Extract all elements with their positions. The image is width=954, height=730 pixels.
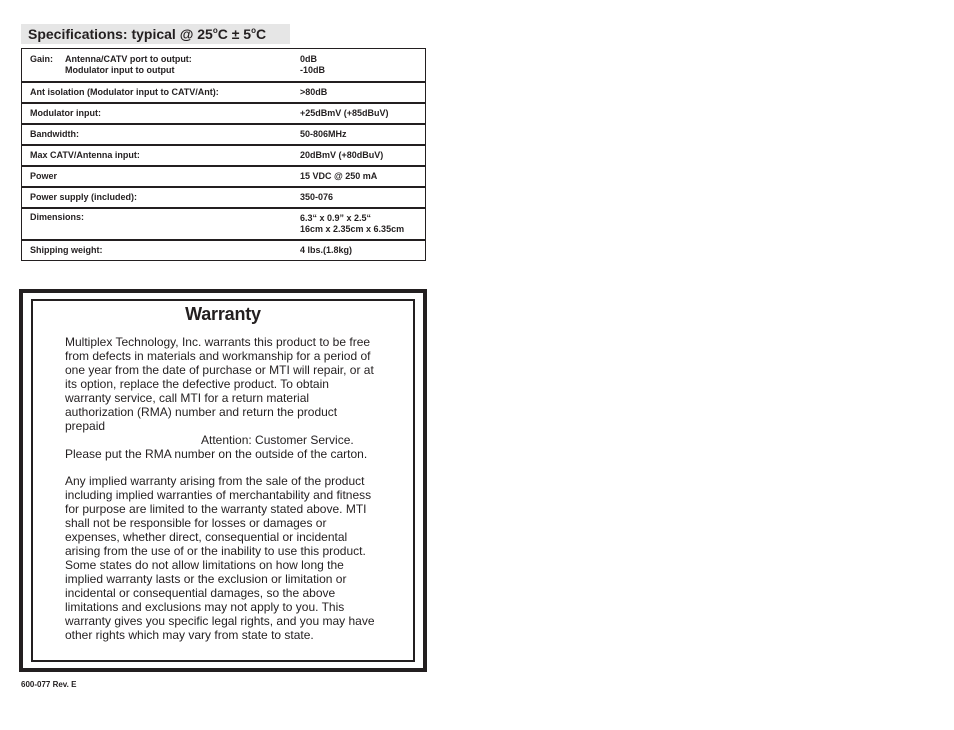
spec-row <box>22 82 426 103</box>
warranty-title: Warranty <box>185 304 261 324</box>
spec-param-shipping: Shipping weight: <box>22 240 291 261</box>
spec-row-gain <box>22 49 426 82</box>
spec-row <box>22 187 426 208</box>
warranty-line: prepaid <box>65 419 106 433</box>
warranty-line: including implied warranties of merchantability and fitness <box>65 488 372 502</box>
spec-param: Max CATV/Antenna input: <box>22 145 291 166</box>
spec-param-gain: Gain: Antenna/CATV port to output: Modulator input to output <box>22 49 291 82</box>
warranty-line: Some states do not allow limitations on how long the <box>65 558 344 572</box>
warranty-line: from defects in materials and workmanship for a period of <box>65 349 371 363</box>
warranty-line: implied warranty lasts or the exclusion or limitation or <box>65 572 347 586</box>
warranty-line: incidental or consequential damages, so the above <box>65 586 336 600</box>
warranty-line: its option, replace the defective product. To obtain <box>65 377 329 391</box>
spec-param: Modulator input: <box>22 103 291 124</box>
warranty-line: warranty gives you specific legal rights, and you may have <box>65 614 375 628</box>
warranty-line: for purpose are limited to the warranty stated above. MTI <box>65 502 367 516</box>
warranty-line: Multiplex Technology, Inc. warrants this product to be free <box>65 335 371 349</box>
spec-value-shipping: 4 lbs.(1.8kg) <box>290 240 426 261</box>
warranty-line: limitations and exclusions may not apply to you. This <box>65 600 345 614</box>
spec-value: 50-806MHz <box>290 124 426 145</box>
specifications-heading: Specifications: typical @ $25^oC \pm 5^oC$ <box>21 24 290 44</box>
spec-row <box>22 166 426 187</box>
warranty-inner-frame <box>31 299 415 662</box>
spec-param: Power supply (included): <box>22 187 291 208</box>
warranty-line: one year from the date of purchase or MTI will repair, or at <box>65 363 374 377</box>
spec-row <box>22 103 426 124</box>
warranty-rma-line: Please put the RMA number on the outside of the carton. <box>65 447 368 461</box>
spec-value: 15 VDC @ 250 mA <box>290 166 426 187</box>
warranty-line: expenses, whether direct, consequential or incidental <box>65 530 348 544</box>
spec-value: 20dBmV (+80dBuV) <box>290 145 426 166</box>
spec-value: 350-076 <box>290 187 426 208</box>
warranty-line: arising from the use of or the inability to use this product. <box>65 544 366 558</box>
spec-value: >80dB <box>290 82 426 103</box>
warranty-line: Any implied warranty arising from the sale of the product <box>65 474 365 488</box>
spec-param: Power <box>22 166 291 187</box>
warranty-line: authorization (RMA) number and return the product <box>65 405 338 419</box>
spec-row-shipping <box>22 240 426 261</box>
document-code: 600-077 Rev. E <box>21 680 77 689</box>
warranty-attention: Attention: Customer Service. <box>201 433 354 447</box>
spec-row <box>22 145 426 166</box>
spec-param-dimensions: Dimensions: <box>22 208 291 240</box>
spec-value-dimensions: 6.3“ x 0.9” x 2.5“ 16cm x 2.35cm x 6.35cm <box>290 208 426 240</box>
spec-param: Ant isolation (Modulator input to CATV/Ant): <box>22 82 291 103</box>
spec-row-dimensions <box>22 208 426 240</box>
spec-value-gain: 0dB -10dB <box>290 49 426 82</box>
spec-param: Bandwidth: <box>22 124 291 145</box>
spec-row <box>22 124 426 145</box>
warranty-box <box>19 289 427 672</box>
warranty-line: other rights which may vary from state to state. <box>65 628 314 642</box>
warranty-line: shall not be responsible for losses or damages or <box>65 516 327 530</box>
warranty-line: warranty service, call MTI for a return material <box>65 391 310 405</box>
spec-value: +25dBmV (+85dBuV) <box>290 103 426 124</box>
specifications-table <box>21 48 426 261</box>
warranty-body <box>65 335 395 642</box>
